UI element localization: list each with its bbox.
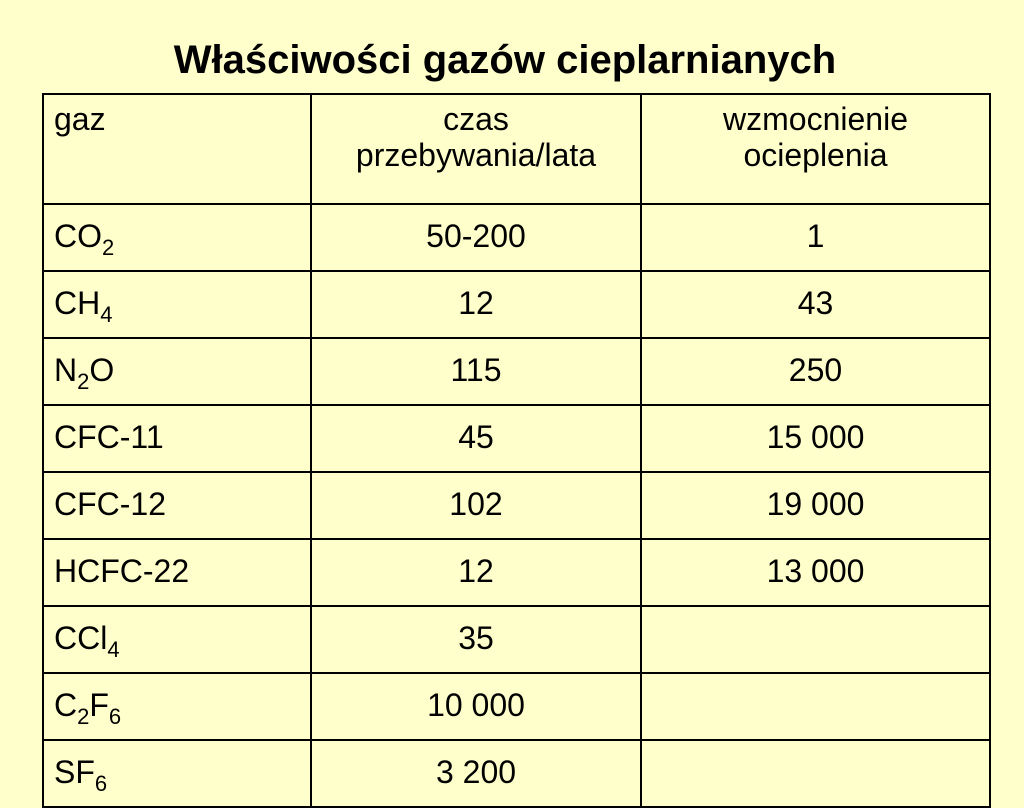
table-row	[43, 673, 990, 740]
residence-time-cell: 12	[311, 271, 641, 338]
residence-time-cell: 35	[311, 606, 641, 673]
gas-cell	[43, 338, 311, 405]
gas-formula-subscript: 4	[107, 637, 120, 662]
gas-formula-subscript: 2	[77, 704, 90, 729]
table-row	[43, 405, 990, 472]
greenhouse-gases-table	[42, 93, 991, 808]
warming-amplification-cell: 250	[641, 338, 990, 405]
gas-formula-text: C	[54, 687, 78, 723]
gas-formula-text: CFC-12	[54, 486, 167, 522]
gas-formula-text: N	[54, 352, 78, 388]
gas-cell	[43, 472, 311, 539]
table-row	[43, 740, 990, 807]
header-gas: gaz	[43, 94, 311, 204]
warming-amplification-cell: 43	[641, 271, 990, 338]
residence-time-cell: 45	[311, 405, 641, 472]
residence-time-cell: 12	[311, 539, 641, 606]
table-row	[43, 606, 990, 673]
gas-formula-subscript: 4	[100, 302, 113, 327]
table-row	[43, 271, 990, 338]
residence-time-cell: 3 200	[311, 740, 641, 807]
warming-amplification-cell	[641, 740, 990, 807]
gas-cell	[43, 606, 311, 673]
residence-time-cell: 50-200	[311, 204, 641, 271]
gas-formula-text: O	[89, 352, 115, 388]
header-residence-time: czas przebywania/lata	[311, 94, 641, 204]
gas-formula-text: CFC-11	[54, 419, 164, 455]
gas-formula-subscript: 6	[94, 771, 108, 796]
gas-formula-subscript: 6	[108, 704, 122, 729]
residence-time-cell: 102	[311, 472, 641, 539]
gas-cell	[43, 271, 311, 338]
gas-formula-text: SF	[54, 754, 95, 790]
warming-amplification-cell: 19 000	[641, 472, 990, 539]
gas-cell	[43, 539, 311, 606]
slide-title: Właściwości gazów cieplarnianych	[173, 38, 837, 82]
gas-formula-text: F	[89, 687, 109, 723]
warming-amplification-cell: 13 000	[641, 539, 990, 606]
residence-time-cell: 10 000	[311, 673, 641, 740]
table-row	[43, 472, 990, 539]
table-header-row	[43, 94, 990, 204]
gas-cell	[43, 673, 311, 740]
gas-cell	[43, 740, 311, 807]
gas-formula-subscript: 2	[102, 235, 115, 260]
gas-cell	[43, 204, 311, 271]
warming-amplification-cell: 15 000	[641, 405, 990, 472]
warming-amplification-cell	[641, 673, 990, 740]
gas-formula-text: CH	[54, 285, 101, 321]
table-body	[43, 94, 990, 807]
gas-formula-subscript: 2	[77, 369, 90, 394]
header-warming-amplification: wzmocnienie ocieplenia	[641, 94, 990, 204]
gas-formula-text: HCFC-22	[54, 553, 190, 589]
gas-formula-text: CO	[54, 218, 102, 254]
warming-amplification-cell	[641, 606, 990, 673]
table-row	[43, 338, 990, 405]
gas-formula-text: CCl	[54, 620, 108, 656]
table-row	[43, 539, 990, 606]
residence-time-cell: 115	[311, 338, 641, 405]
warming-amplification-cell: 1	[641, 204, 990, 271]
table-row	[43, 204, 990, 271]
gas-cell	[43, 405, 311, 472]
